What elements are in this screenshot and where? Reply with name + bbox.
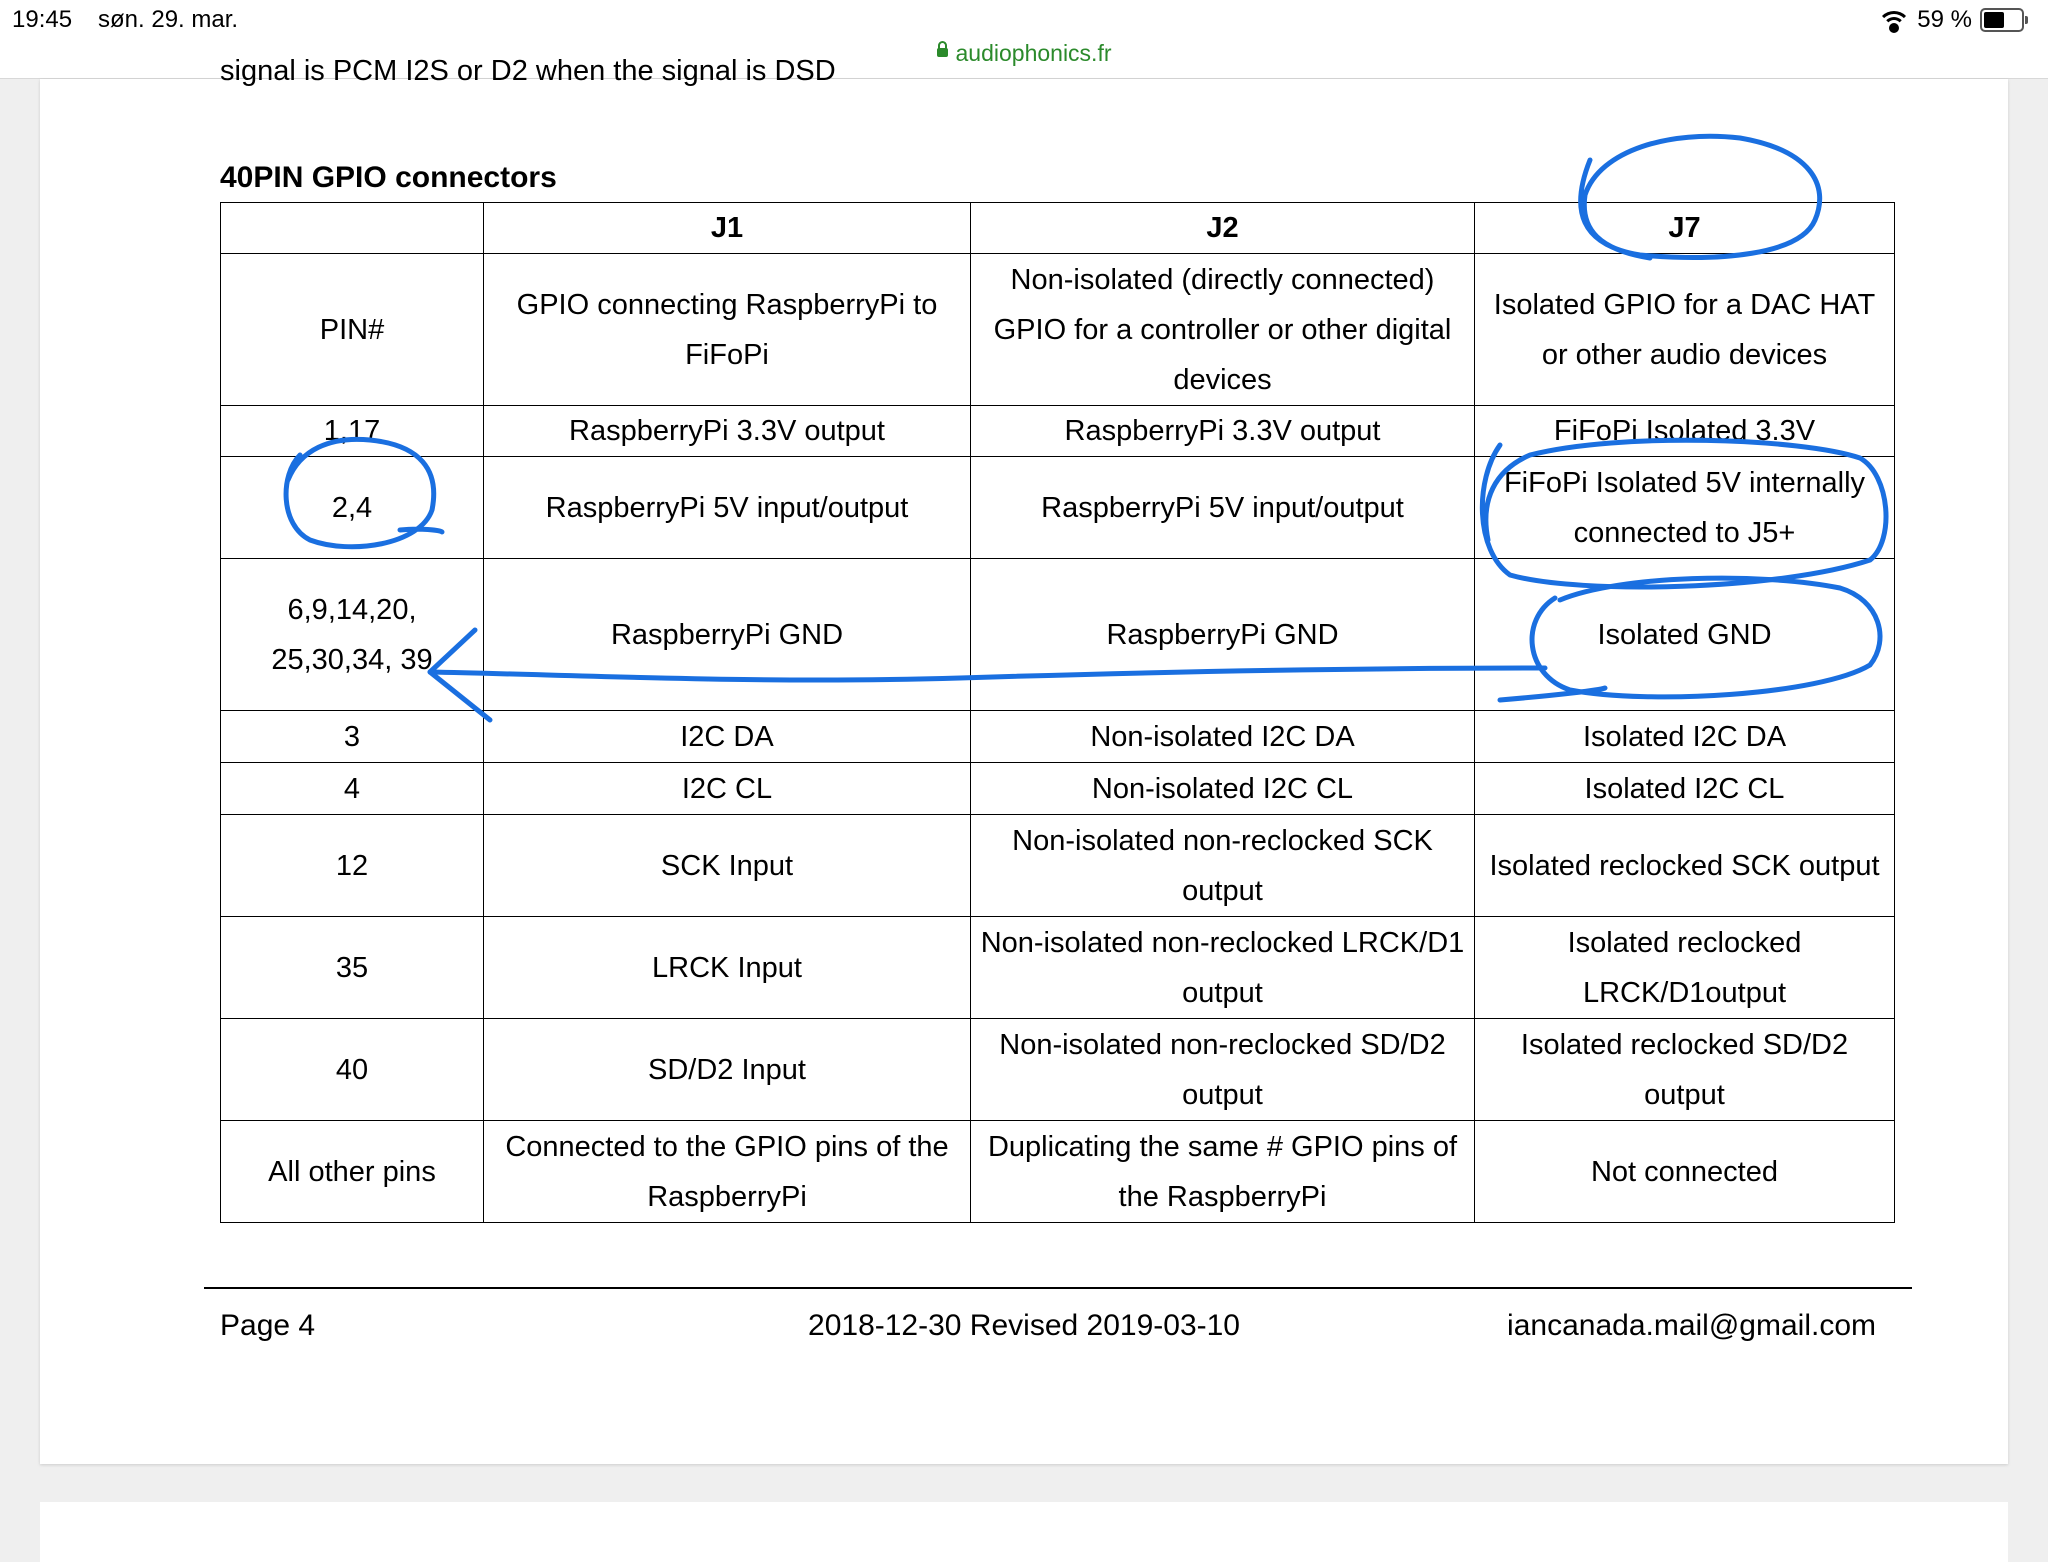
url-text: audiophonics.fr (955, 40, 1112, 66)
table-cell: All other pins (221, 1121, 484, 1223)
table-row (221, 1019, 1895, 1121)
footer-date: 2018-12-30 Revised 2019-03-10 (808, 1309, 1240, 1342)
table-cell: FiFoPi Isolated 5V internally connected to J5+ (1475, 457, 1895, 559)
table-cell: I2C DA (484, 711, 971, 763)
table-cell: 12 (221, 815, 484, 917)
lock-icon (937, 48, 948, 57)
status-date: søn. 29. mar. (98, 6, 239, 33)
document-page (40, 55, 2008, 1464)
table-cell: 2,4 (221, 457, 484, 559)
table-cell: Isolated GND (1475, 559, 1895, 711)
table-cell: RaspberryPi 3.3V output (484, 406, 971, 457)
header-cell: J1 (484, 203, 971, 254)
table-cell: PIN# (221, 254, 484, 406)
table-cell: 1,17 (221, 406, 484, 457)
wifi-icon (1879, 9, 1909, 31)
cut-off-text: signal is PCM I2S or D2 when the signal is DSD (220, 55, 836, 87)
gpio-table (220, 202, 1895, 1223)
table-cell: RaspberryPi GND (971, 559, 1475, 711)
table-cell: 35 (221, 917, 484, 1019)
table-cell: Non-isolated non-reclocked LRCK/D1 output (971, 917, 1475, 1019)
table-cell: Isolated GPIO for a DAC HAT or other audio devices (1475, 254, 1895, 406)
table-cell: Isolated reclocked SCK output (1475, 815, 1895, 917)
table-cell: Duplicating the same # GPIO pins of the RaspberryPi (971, 1121, 1475, 1223)
table-cell: RaspberryPi 5V input/output (971, 457, 1475, 559)
table-header-row (221, 203, 1895, 254)
table-cell: Non-isolated I2C DA (971, 711, 1475, 763)
table-cell: Isolated reclocked SD/D2 output (1475, 1019, 1895, 1121)
table-cell: 40 (221, 1019, 484, 1121)
table-cell: RaspberryPi GND (484, 559, 971, 711)
table-cell: Non-isolated (directly connected) GPIO for a controller or other digital devices (971, 254, 1475, 406)
table-cell: Non-isolated non-reclocked SCK output (971, 815, 1475, 917)
table-cell: 6,9,14,20, 25,30,34, 39 (221, 559, 484, 711)
table-cell: Non-isolated I2C CL (971, 763, 1475, 815)
table-row (221, 559, 1895, 711)
table-row (221, 406, 1895, 457)
table-row (221, 457, 1895, 559)
table-cell: SCK Input (484, 815, 971, 917)
table-cell: 3 (221, 711, 484, 763)
table-row (221, 254, 1895, 406)
header-cell: J7 (1475, 203, 1895, 254)
table-row (221, 763, 1895, 815)
footer-page: Page 4 (220, 1309, 316, 1342)
table-row (221, 815, 1895, 917)
table-row (221, 711, 1895, 763)
table-row (221, 917, 1895, 1019)
table-cell: 4 (221, 763, 484, 815)
table-cell: RaspberryPi 5V input/output (484, 457, 971, 559)
section-heading: 40PIN GPIO connectors (220, 161, 557, 194)
table-cell: Isolated I2C CL (1475, 763, 1895, 815)
next-page (40, 1502, 2008, 1562)
table-cell: GPIO connecting RaspberryPi to FiFoPi (484, 254, 971, 406)
table-row (221, 1121, 1895, 1223)
table-cell: RaspberryPi 3.3V output (971, 406, 1475, 457)
table-cell: SD/D2 Input (484, 1019, 971, 1121)
table-cell: Isolated reclocked LRCK/D1output (1475, 917, 1895, 1019)
status-time: 19:45 (12, 6, 73, 33)
footer-email: iancanada.mail@gmail.com (1507, 1309, 1876, 1342)
table-cell: LRCK Input (484, 917, 971, 1019)
battery-icon (1980, 8, 2024, 32)
table-cell: Connected to the GPIO pins of the RaspberryPi (484, 1121, 971, 1223)
battery-percent: 59 % (1917, 6, 1972, 33)
table-cell: I2C CL (484, 763, 971, 815)
table-cell: Not connected (1475, 1121, 1895, 1223)
table-cell: FiFoPi Isolated 3.3V (1475, 406, 1895, 457)
table-cell: Isolated I2C DA (1475, 711, 1895, 763)
table-cell: Non-isolated non-reclocked SD/D2 output (971, 1019, 1475, 1121)
header-cell: J2 (971, 203, 1475, 254)
footer-rule (204, 1287, 1912, 1289)
status-right (1879, 6, 2024, 34)
header-cell (221, 203, 484, 254)
